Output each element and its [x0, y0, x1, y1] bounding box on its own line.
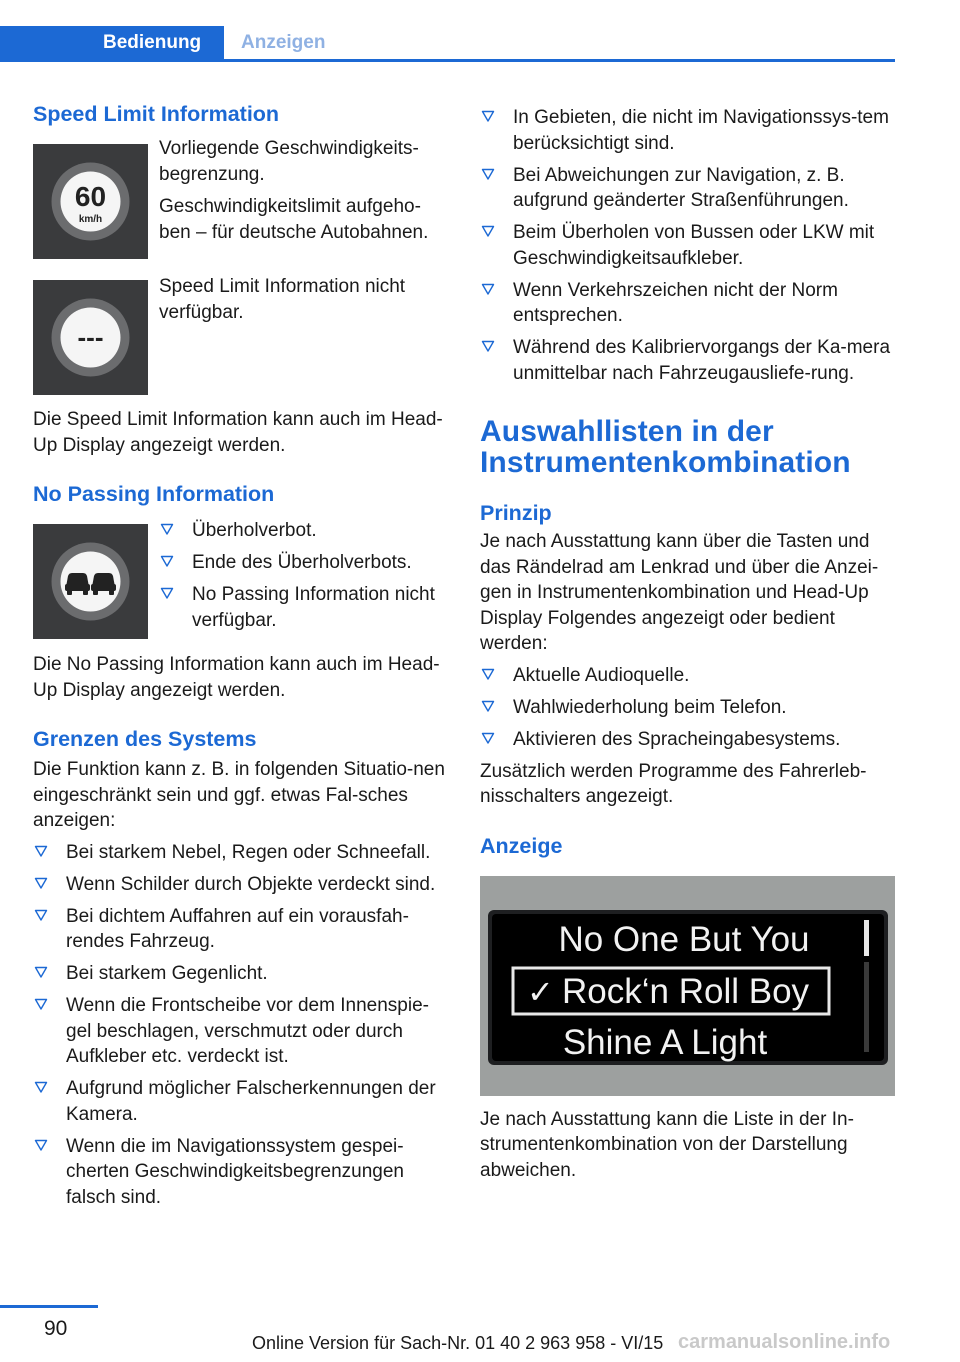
list-item: Wenn die Frontscheibe vor dem Innenspie-gel beschlagen, verschmutzt oder durch Aufkleber etc. verdeckt ist. [33, 993, 448, 1070]
triangle-bullet-icon [160, 522, 174, 536]
speed-limit-para-1: Vorliegende Geschwindigkeits-begrenzung. [159, 138, 419, 185]
triangle-bullet-icon [34, 844, 48, 858]
list-item: Während des Kalibriervorgangs der Ka-mera unmittelbar nach Fahrzeugausliefe-rung. [480, 335, 895, 386]
display-item-3: Shine A Light [562, 1022, 768, 1062]
list-item: Bei starkem Nebel, Regen oder Schneefall. [33, 840, 448, 866]
no-passing-list [159, 518, 449, 633]
triangle-bullet-icon [34, 965, 48, 979]
prinzip-list [480, 663, 895, 753]
triangle-bullet-icon [481, 109, 495, 123]
triangle-bullet-icon [481, 667, 495, 681]
prinzip-para: Je nach Ausstattung kann über die Tasten und das Rändelrad am Lenkrad und über die Anzei-gen in Instrumentenkombination und Head-Up Display Folgendes angezeigt oder bedient werden: [480, 531, 879, 654]
list-item: Bei Abweichungen zur Navigation, z. B. aufgrund geänderter Straßenführungen. [480, 163, 895, 214]
list-item: Ende des Überholverbots. [159, 550, 449, 576]
speed-limit-row-1 [33, 138, 448, 259]
triangle-bullet-icon [34, 997, 48, 1011]
no-passing-list-wrap [159, 518, 449, 640]
list-item: In Gebieten, die nicht im Navigationssys-tem berücksichtigt sind. [480, 105, 895, 156]
triangle-bullet-icon [481, 699, 495, 713]
section-title-line-1: Auswahllisten in der [480, 415, 774, 448]
list-item: Aktivieren des Spracheingabesystems. [480, 727, 895, 753]
anzeige-caption: Je nach Ausstattung kann die Liste in der In-strumentenkombination von der Darstellung abweichen. [480, 1108, 854, 1181]
triangle-bullet-icon [481, 731, 495, 745]
triangle-bullet-icon [34, 876, 48, 890]
no-passing-row [33, 520, 448, 639]
triangle-bullet-icon [481, 339, 495, 353]
triangle-bullet-icon [160, 554, 174, 568]
limits-heading: Grenzen des Systems [33, 727, 257, 751]
list-item: Beim Überholen von Bussen oder LKW mit Geschwindigkeitsaufkleber. [480, 220, 895, 271]
tab-anzeigen[interactable]: Anzeigen [241, 32, 326, 53]
speed-limit-number: 60 [74, 181, 107, 212]
speed-limit-para-2: Geschwindigkeitslimit aufgeho-ben – für deutsche Autobahnen. [159, 196, 429, 243]
section-title-line-2: Instrumentenkombination [480, 446, 851, 479]
speed-limit-text-1 [159, 136, 449, 245]
triangle-bullet-icon [160, 586, 174, 600]
triangle-bullet-icon [481, 224, 495, 238]
no-passing-hud-para: Die No Passing Information kann auch im Head-Up Display angezeigt werden. [33, 654, 440, 701]
speed-limit-unavailable-icon [33, 280, 148, 395]
speed-limit-text-2 [159, 274, 449, 325]
list-item: Überholverbot. [159, 518, 449, 544]
prinzip-heading: Prinzip [480, 501, 552, 525]
list-item: Bei dichtem Auffahren auf ein vorausfah-rendes Fahrzeug. [33, 904, 448, 955]
instrument-display-image [480, 876, 895, 1096]
page-header [0, 26, 895, 62]
display-item-1: No One But You [558, 919, 810, 959]
triangle-bullet-icon [34, 908, 48, 922]
prinzip-after-para: Zusätzlich werden Programme des Fahrerleb-nisschalters angezeigt. [480, 760, 867, 807]
limits-intro: Die Funktion kann z. B. in folgenden Situatio-nen eingeschränkt sein und ggf. etwas Fal-sches anzeigen: [33, 759, 445, 831]
speed-limit-unit: km/h [78, 214, 103, 225]
right-column [480, 100, 895, 1183]
speed-limit-row-2 [33, 276, 448, 395]
limits-list-continued [480, 105, 895, 386]
triangle-bullet-icon [481, 167, 495, 181]
tab-bedienung[interactable]: Bedienung [0, 26, 224, 62]
list-item: Wenn die im Navigationssystem gespei-cherten Geschwindigkeitsbegrenzungen falsch sind. [33, 1134, 448, 1211]
limits-list [33, 840, 448, 1211]
section-title [480, 416, 895, 478]
footer-rule [0, 1305, 98, 1308]
no-passing-heading: No Passing Information [33, 482, 275, 506]
left-column [33, 100, 448, 1217]
display-check-icon: ✓ [527, 972, 554, 1011]
triangle-bullet-icon [481, 282, 495, 296]
list-item: Bei starkem Gegenlicht. [33, 961, 448, 987]
list-item: Wahlwiederholung beim Telefon. [480, 695, 895, 721]
speed-limit-hud-para: Die Speed Limit Information kann auch im Head-Up Display angezeigt werden. [33, 409, 443, 456]
list-item: Aufgrund möglicher Falscherkennungen der Kamera. [33, 1076, 448, 1127]
speed-limit-60-icon [33, 144, 148, 259]
triangle-bullet-icon [34, 1080, 48, 1094]
watermark: carmanualsonline.info [678, 1331, 891, 1353]
triangle-bullet-icon [34, 1138, 48, 1152]
list-item: Aktuelle Audioquelle. [480, 663, 895, 689]
speed-limit-heading: Speed Limit Information [33, 102, 280, 126]
list-item: Wenn Schilder durch Objekte verdeckt sind. [33, 872, 448, 898]
speed-limit-dashes: --- [77, 322, 104, 352]
anzeige-heading: Anzeige [480, 833, 563, 858]
display-item-2-selected: Rock‘n Roll Boy [562, 971, 810, 1011]
no-passing-icon [33, 524, 148, 639]
page-number: 90 [44, 1317, 68, 1340]
speed-limit-unavailable-para: Speed Limit Information nicht verfügbar. [159, 276, 406, 323]
online-version-text: Online Version für Sach-Nr. 01 40 2 963 958 - VI/15 [252, 1333, 664, 1353]
list-item: Wenn Verkehrszeichen nicht der Norm entsprechen. [480, 278, 895, 329]
list-item: No Passing Information nicht verfügbar. [159, 582, 449, 633]
